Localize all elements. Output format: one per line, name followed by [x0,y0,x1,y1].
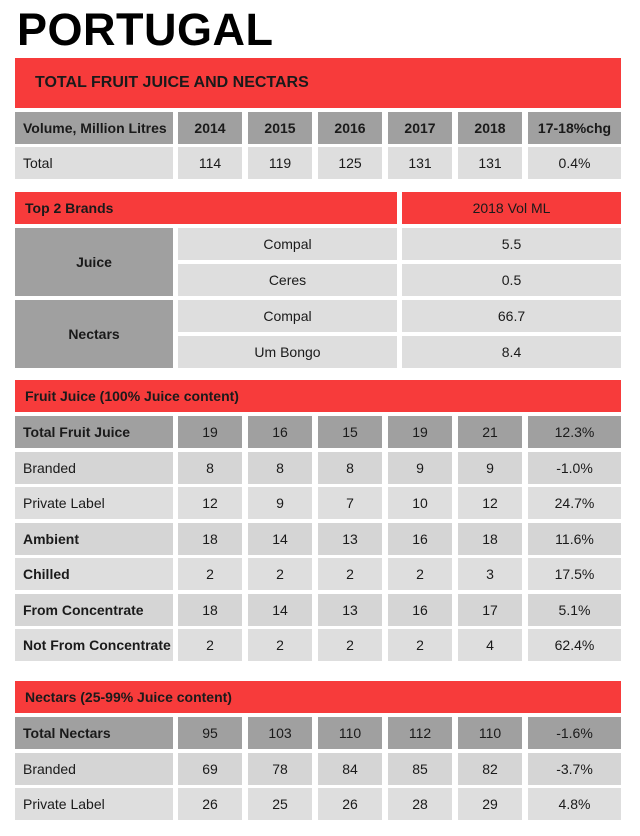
fruit-juice-value: 19 [388,416,452,448]
nectars-row-label: Branded [15,753,173,785]
year-header: 17-18%chg [528,112,621,144]
fruit-juice-banner: Fruit Juice (100% Juice content) [15,380,621,412]
fruit-juice-value: 12 [458,487,522,519]
nectars-value: 26 [178,788,242,820]
brand-category-juice: Juice [15,228,173,296]
fruit-juice-value: 16 [388,594,452,626]
brand-volume: 8.4 [402,336,621,368]
fruit-juice-value: 15 [318,416,382,448]
value-cell: 131 [388,147,452,179]
brand-volume: 5.5 [402,228,621,260]
top-brands-header: Top 2 Brands [15,192,397,224]
fruit-juice-value: 24.7% [528,487,621,519]
nectars-value: 29 [458,788,522,820]
value-cell: 131 [458,147,522,179]
fruit-juice-value: 17 [458,594,522,626]
fruit-juice-row-label: Branded [15,452,173,484]
fruit-juice-value: 2 [318,558,382,590]
nectars-value: 95 [178,717,242,749]
nectars-value: 84 [318,753,382,785]
fruit-juice-value: 14 [248,523,312,555]
fruit-juice-value: 5.1% [528,594,621,626]
fruit-juice-value: 18 [458,523,522,555]
fruit-juice-value: -1.0% [528,452,621,484]
fruit-juice-value: 21 [458,416,522,448]
brand-volume: 66.7 [402,300,621,332]
nectars-value: 110 [318,717,382,749]
vol-2018-header: 2018 Vol ML [402,192,621,224]
fruit-juice-value: 4 [458,629,522,661]
brand-name: Compal [178,300,397,332]
brand-name: Ceres [178,264,397,296]
nectars-value: -1.6% [528,717,621,749]
fruit-juice-value: 2 [248,629,312,661]
nectars-banner: Nectars (25-99% Juice content) [15,681,621,713]
fruit-juice-value: 11.6% [528,523,621,555]
nectars-value: 4.8% [528,788,621,820]
fruit-juice-row-label: Ambient [15,523,173,555]
fruit-juice-value: 9 [388,452,452,484]
fruit-juice-row-label: Chilled [15,558,173,590]
brand-name: Compal [178,228,397,260]
fruit-juice-row-label: Total Fruit Juice [15,416,173,448]
volume-header: Volume, Million Litres [15,112,173,144]
nectars-value: 85 [388,753,452,785]
nectars-value: 110 [458,717,522,749]
fruit-juice-value: 8 [248,452,312,484]
nectars-value: 82 [458,753,522,785]
fruit-juice-row-label: Not From Concentrate [15,629,173,661]
fruit-juice-value: 7 [318,487,382,519]
fruit-juice-value: 8 [318,452,382,484]
fruit-juice-value: 12.3% [528,416,621,448]
fruit-juice-value: 2 [318,629,382,661]
nectars-value: -3.7% [528,753,621,785]
nectars-value: 78 [248,753,312,785]
fruit-juice-value: 9 [248,487,312,519]
fruit-juice-value: 9 [458,452,522,484]
value-cell: 119 [248,147,312,179]
year-header: 2016 [318,112,382,144]
fruit-juice-row-label: Private Label [15,487,173,519]
fruit-juice-value: 16 [248,416,312,448]
nectars-row-label: Private Label [15,788,173,820]
fruit-juice-value: 18 [178,594,242,626]
fruit-juice-value: 13 [318,594,382,626]
fruit-juice-value: 62.4% [528,629,621,661]
fruit-juice-value: 13 [318,523,382,555]
fruit-juice-value: 8 [178,452,242,484]
year-header: 2015 [248,112,312,144]
nectars-value: 112 [388,717,452,749]
fruit-juice-value: 14 [248,594,312,626]
brand-volume: 0.5 [402,264,621,296]
fruit-juice-value: 16 [388,523,452,555]
fruit-juice-value: 2 [178,629,242,661]
nectars-value: 69 [178,753,242,785]
row-label: Total [15,147,173,179]
year-header: 2014 [178,112,242,144]
fruit-juice-value: 12 [178,487,242,519]
nectars-value: 103 [248,717,312,749]
total-section-banner: TOTAL FRUIT JUICE AND NECTARS [15,58,621,108]
fruit-juice-row-label: From Concentrate [15,594,173,626]
fruit-juice-value: 2 [388,629,452,661]
brand-category-nectars: Nectars [15,300,173,368]
nectars-value: 28 [388,788,452,820]
value-cell: 125 [318,147,382,179]
value-cell: 114 [178,147,242,179]
year-header: 2017 [388,112,452,144]
fruit-juice-value: 18 [178,523,242,555]
fruit-juice-value: 17.5% [528,558,621,590]
nectars-row-label: Total Nectars [15,717,173,749]
fruit-juice-value: 3 [458,558,522,590]
page-title: PORTUGAL [17,4,274,55]
year-header: 2018 [458,112,522,144]
nectars-value: 25 [248,788,312,820]
nectars-value: 26 [318,788,382,820]
fruit-juice-value: 2 [388,558,452,590]
fruit-juice-value: 10 [388,487,452,519]
fruit-juice-value: 19 [178,416,242,448]
fruit-juice-value: 2 [178,558,242,590]
value-cell: 0.4% [528,147,621,179]
brand-name: Um Bongo [178,336,397,368]
fruit-juice-value: 2 [248,558,312,590]
